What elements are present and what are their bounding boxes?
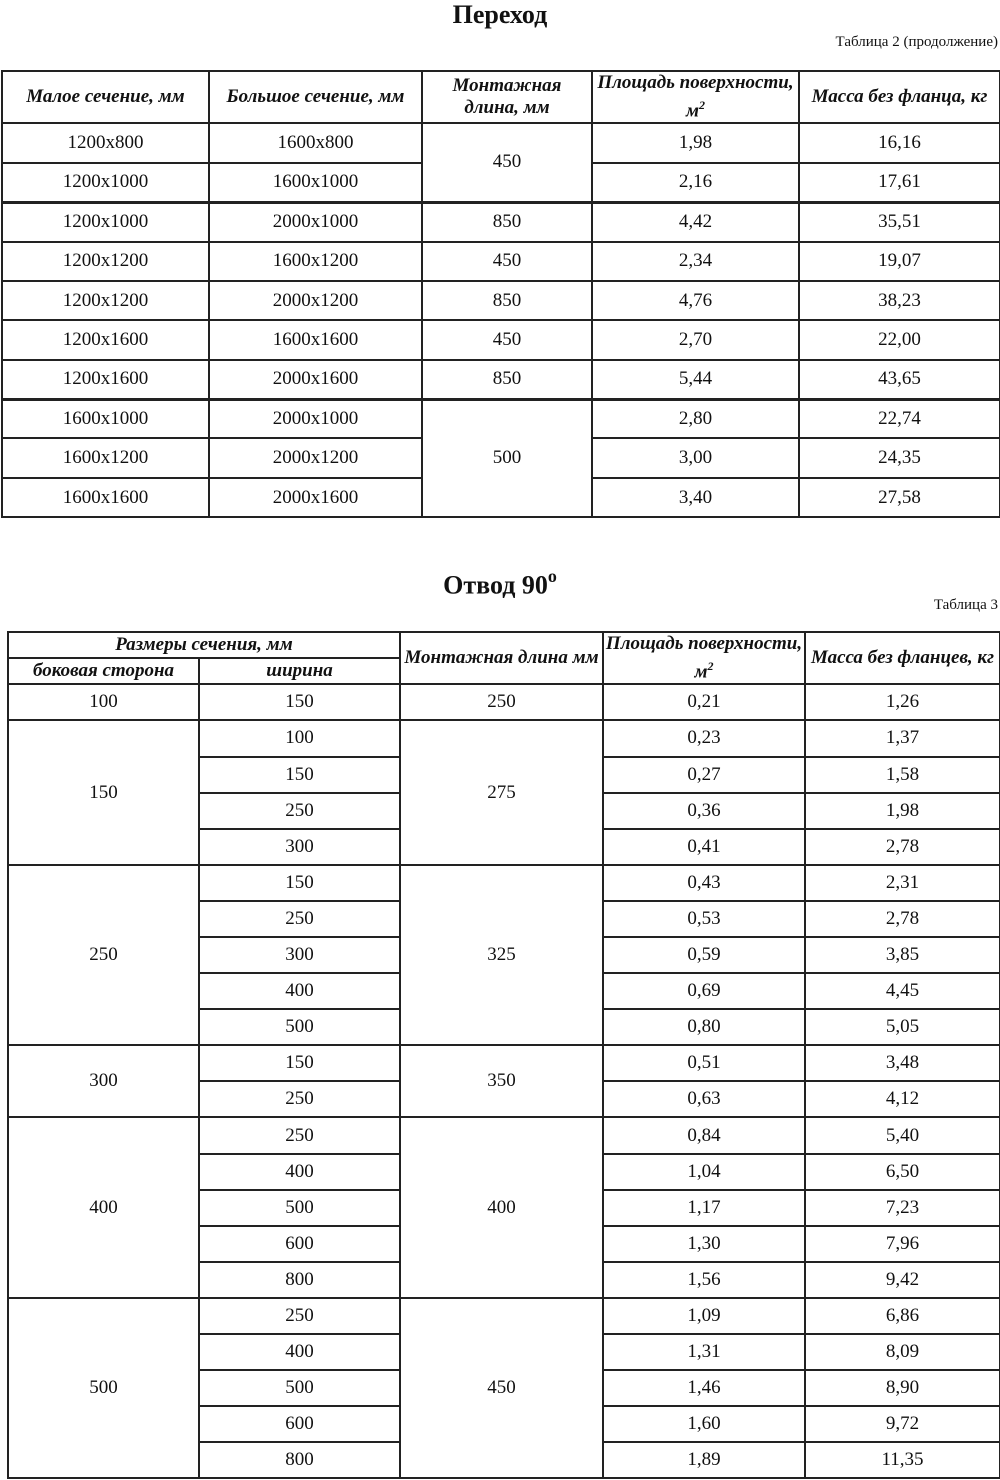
- header-surface-area: [603, 632, 805, 684]
- cell-large-section: 2000x1000: [209, 399, 422, 438]
- cell-width: 500: [199, 1190, 400, 1226]
- header-mount-length: Монтажная длина мм: [400, 632, 603, 684]
- cell-mount-length: 500: [422, 399, 592, 517]
- cell-surface-area: 0,69: [603, 973, 805, 1009]
- cell-surface-area: 0,59: [603, 937, 805, 973]
- cell-large-section: 1600x1600: [209, 320, 422, 359]
- cell-surface-area: 3,40: [592, 478, 799, 517]
- header-small-section: Малое сечение, мм: [2, 71, 209, 123]
- cell-surface-area: 0,23: [603, 720, 805, 756]
- cell-width: 800: [199, 1442, 400, 1478]
- header-surface-area: [592, 71, 799, 123]
- table-row: [8, 1298, 1000, 1334]
- table-header-row: [2, 71, 1000, 123]
- cell-mass: 35,51: [799, 202, 1000, 241]
- header-side: боковая сторона: [8, 658, 199, 684]
- cell-large-section: 2000x1600: [209, 360, 422, 399]
- cell-side: 100: [8, 684, 199, 720]
- cell-mass: 16,16: [799, 123, 1000, 162]
- cell-mass: 4,45: [805, 973, 1000, 1009]
- cell-surface-area: 0,27: [603, 757, 805, 793]
- cell-mount-length: 350: [400, 1045, 603, 1117]
- cell-mount-length: 450: [422, 123, 592, 202]
- table-row: [2, 242, 1000, 281]
- table-row: [8, 1117, 1000, 1153]
- cell-width: 250: [199, 901, 400, 937]
- cell-mass: 19,07: [799, 242, 1000, 281]
- cell-large-section: 2000x1200: [209, 281, 422, 320]
- cell-mass: 3,48: [805, 1045, 1000, 1081]
- cell-surface-area: 0,63: [603, 1081, 805, 1117]
- cell-mass: 43,65: [799, 360, 1000, 399]
- cell-mass: 1,37: [805, 720, 1000, 756]
- table2-title-text: Отвод 90: [443, 570, 548, 600]
- table2-ref: Таблица 3: [933, 597, 998, 613]
- cell-surface-area: 0,36: [603, 793, 805, 829]
- cell-mass: 9,72: [805, 1406, 1000, 1442]
- cell-mass: 2,78: [805, 901, 1000, 937]
- cell-surface-area: 2,16: [592, 163, 799, 202]
- transition-table: [1, 70, 1000, 518]
- table1-title-text: Переход: [452, 0, 548, 29]
- table-row: [2, 399, 1000, 438]
- cell-surface-area: 2,34: [592, 242, 799, 281]
- cell-surface-area: 0,43: [603, 865, 805, 901]
- cell-mass: 5,40: [805, 1117, 1000, 1153]
- cell-large-section: 1600x800: [209, 123, 422, 162]
- cell-mass: 27,58: [799, 478, 1000, 517]
- cell-mass: 7,96: [805, 1226, 1000, 1262]
- cell-mass: 5,05: [805, 1009, 1000, 1045]
- table-row: [8, 720, 1000, 756]
- cell-mass: 7,23: [805, 1190, 1000, 1226]
- cell-mass: 17,61: [799, 163, 1000, 202]
- cell-surface-area: 5,44: [592, 360, 799, 399]
- header-large-section: Большое сечение, мм: [209, 71, 422, 123]
- cell-mass: 6,50: [805, 1154, 1000, 1190]
- cell-surface-area: 0,51: [603, 1045, 805, 1081]
- cell-mount-length: 850: [422, 360, 592, 399]
- cell-side: 150: [8, 720, 199, 864]
- cell-surface-area: 2,80: [592, 399, 799, 438]
- cell-mount-length: 250: [400, 684, 603, 720]
- cell-large-section: 1600x1000: [209, 163, 422, 202]
- cell-small-section: 1600x1000: [2, 399, 209, 438]
- table1-ref: Таблица 2 (продолжение): [835, 34, 998, 50]
- cell-surface-area: 1,56: [603, 1262, 805, 1298]
- cell-surface-area: 1,17: [603, 1190, 805, 1226]
- cell-width: 500: [199, 1009, 400, 1045]
- table2-title-degree: o: [547, 566, 557, 586]
- cell-mount-length: 850: [422, 281, 592, 320]
- cell-large-section: 2000x1000: [209, 202, 422, 241]
- cell-mass: 8,90: [805, 1370, 1000, 1406]
- cell-mass: 4,12: [805, 1081, 1000, 1117]
- cell-surface-area: 4,76: [592, 281, 799, 320]
- cell-small-section: 1200x1600: [2, 360, 209, 399]
- cell-surface-area: 0,84: [603, 1117, 805, 1153]
- cell-surface-area: 1,09: [603, 1298, 805, 1334]
- cell-surface-area: 0,80: [603, 1009, 805, 1045]
- cell-width: 150: [199, 757, 400, 793]
- cell-large-section: 2000x1600: [209, 478, 422, 517]
- cell-mount-length: 850: [422, 202, 592, 241]
- cell-width: 100: [199, 720, 400, 756]
- cell-surface-area: 1,31: [603, 1334, 805, 1370]
- cell-surface-area: 1,46: [603, 1370, 805, 1406]
- cell-surface-area: 4,42: [592, 202, 799, 241]
- cell-width: 600: [199, 1226, 400, 1262]
- cell-surface-area: 1,04: [603, 1154, 805, 1190]
- header-mount-length: Монтажная длина, мм: [422, 71, 592, 123]
- table1-title: [0, 0, 1000, 30]
- cell-mass: 38,23: [799, 281, 1000, 320]
- header-section-sizes: Размеры сечения, мм: [8, 632, 400, 658]
- cell-surface-area: 3,00: [592, 438, 799, 477]
- cell-width: 400: [199, 973, 400, 1009]
- cell-small-section: 1200x1000: [2, 202, 209, 241]
- cell-large-section: 2000x1200: [209, 438, 422, 477]
- cell-surface-area: 1,30: [603, 1226, 805, 1262]
- elbow-table: [7, 631, 1000, 1479]
- cell-mass: 8,09: [805, 1334, 1000, 1370]
- cell-surface-area: 0,53: [603, 901, 805, 937]
- cell-width: 150: [199, 865, 400, 901]
- cell-mass: 6,86: [805, 1298, 1000, 1334]
- cell-width: 400: [199, 1154, 400, 1190]
- header-width: ширина: [199, 658, 400, 684]
- cell-surface-area: 1,89: [603, 1442, 805, 1478]
- cell-mass: 2,31: [805, 865, 1000, 901]
- cell-mount-length: 400: [400, 1117, 603, 1297]
- cell-small-section: 1600x1600: [2, 478, 209, 517]
- table2-title: [0, 563, 1000, 601]
- table-row: [8, 1045, 1000, 1081]
- header-surface-area-text: Площадь поверхности, м: [605, 633, 803, 683]
- cell-small-section: 1200x800: [2, 123, 209, 162]
- cell-mass: 11,35: [805, 1442, 1000, 1478]
- cell-surface-area: 0,21: [603, 684, 805, 720]
- cell-surface-area: 0,41: [603, 829, 805, 865]
- cell-mount-length: 450: [422, 320, 592, 359]
- cell-width: 500: [199, 1370, 400, 1406]
- cell-width: 250: [199, 1117, 400, 1153]
- header-mass: Масса без фланцев, кг: [805, 632, 1000, 684]
- header-mass: Масса без фланца, кг: [799, 71, 1000, 123]
- cell-width: 600: [199, 1406, 400, 1442]
- cell-side: 250: [8, 865, 199, 1045]
- cell-side: 500: [8, 1298, 199, 1478]
- table-row: [2, 281, 1000, 320]
- cell-mass: 22,74: [799, 399, 1000, 438]
- cell-surface-area: 2,70: [592, 320, 799, 359]
- table-row: [2, 123, 1000, 162]
- cell-mass: 9,42: [805, 1262, 1000, 1298]
- cell-mass: 2,78: [805, 829, 1000, 865]
- cell-width: 300: [199, 937, 400, 973]
- cell-side: 400: [8, 1117, 199, 1297]
- cell-width: 150: [199, 684, 400, 720]
- table-row: [2, 202, 1000, 241]
- table-header-row: [8, 632, 1000, 658]
- table-row: [2, 360, 1000, 399]
- cell-width: 800: [199, 1262, 400, 1298]
- cell-surface-area: 1,60: [603, 1406, 805, 1442]
- cell-large-section: 1600x1200: [209, 242, 422, 281]
- cell-width: 250: [199, 1298, 400, 1334]
- cell-width: 250: [199, 793, 400, 829]
- table-row: [2, 320, 1000, 359]
- cell-mount-length: 325: [400, 865, 603, 1045]
- header-surface-area-sup: 2: [707, 659, 714, 673]
- cell-width: 250: [199, 1081, 400, 1117]
- cell-width: 400: [199, 1334, 400, 1370]
- cell-small-section: 1200x1600: [2, 320, 209, 359]
- header-surface-area-text: Площадь поверхности, м: [597, 72, 794, 122]
- cell-mass: 1,26: [805, 684, 1000, 720]
- cell-small-section: 1200x1200: [2, 281, 209, 320]
- cell-mass: 24,35: [799, 438, 1000, 477]
- cell-mount-length: 450: [400, 1298, 603, 1478]
- cell-small-section: 1200x1000: [2, 163, 209, 202]
- cell-mount-length: 450: [422, 242, 592, 281]
- cell-small-section: 1600x1200: [2, 438, 209, 477]
- cell-surface-area: 1,98: [592, 123, 799, 162]
- cell-mass: 1,98: [805, 793, 1000, 829]
- cell-side: 300: [8, 1045, 199, 1117]
- cell-width: 300: [199, 829, 400, 865]
- cell-mount-length: 275: [400, 720, 603, 864]
- cell-small-section: 1200x1200: [2, 242, 209, 281]
- cell-mass: 3,85: [805, 937, 1000, 973]
- cell-mass: 22,00: [799, 320, 1000, 359]
- cell-mass: 1,58: [805, 757, 1000, 793]
- table-row: [8, 865, 1000, 901]
- header-surface-area-sup: 2: [699, 98, 706, 112]
- cell-width: 150: [199, 1045, 400, 1081]
- table-row: [8, 684, 1000, 720]
